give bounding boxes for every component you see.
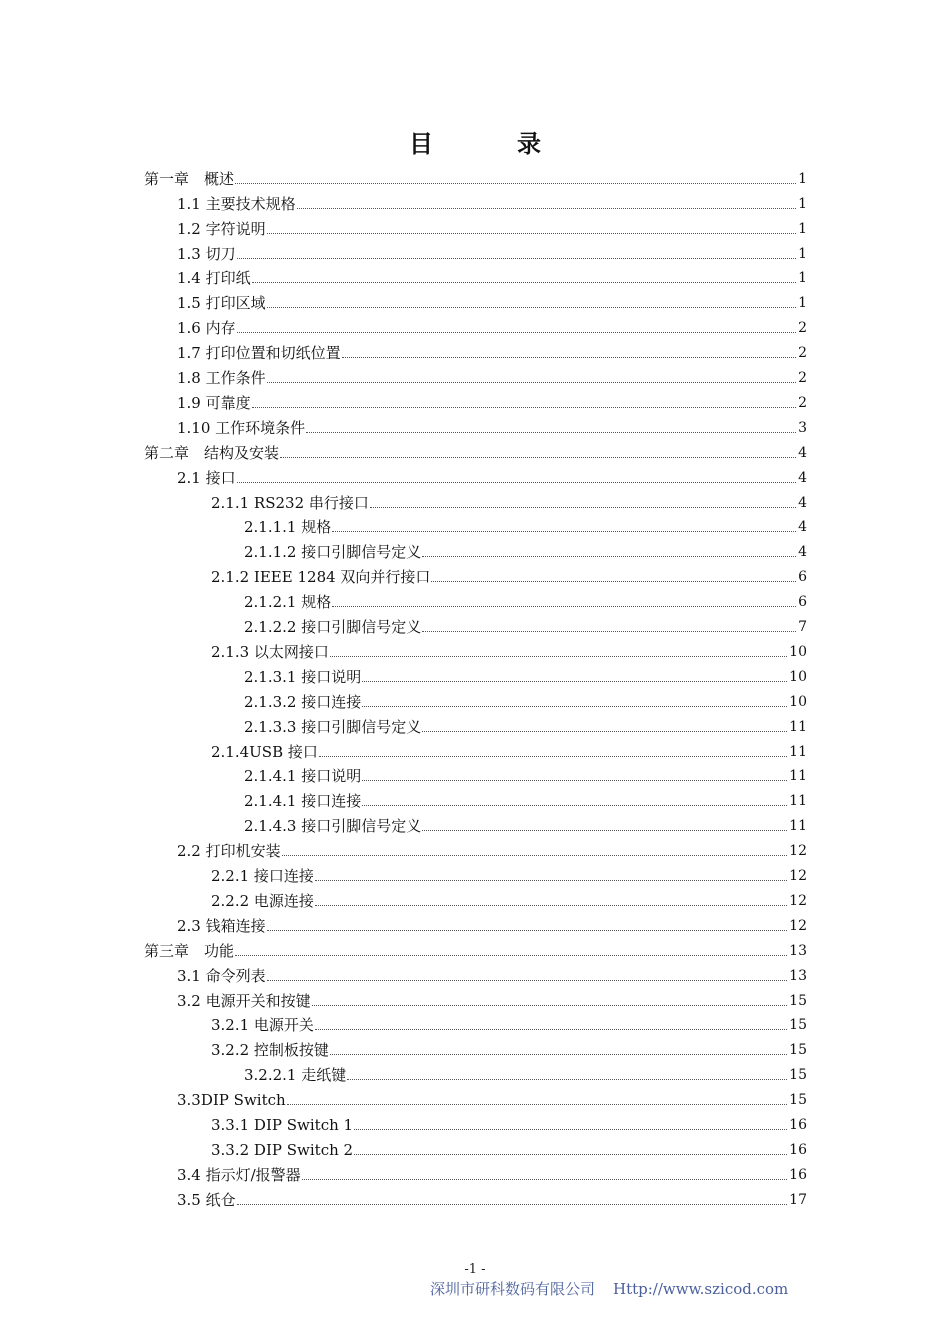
toc-entry-page: 1: [798, 295, 807, 312]
toc-entry[interactable]: [0, 338, 950, 363]
toc-entry-label: 2.1.2.2 接口引脚信号定义: [244, 618, 422, 637]
dot-leader: [422, 730, 787, 732]
toc-entry[interactable]: [0, 164, 950, 189]
toc-entry-label: 1.8 工作条件: [177, 369, 266, 388]
dot-leader: [332, 605, 796, 607]
toc-entry-label: 2.1.2 IEEE 1284 双向并行接口: [211, 568, 431, 587]
toc-entry[interactable]: [0, 438, 950, 463]
dot-leader: [235, 182, 796, 184]
toc-entry-label: 2.1.3 以太网接口: [211, 642, 329, 661]
toc-entry[interactable]: [0, 513, 950, 538]
toc-entry-label: 2.1.1.2 接口引脚信号定义: [244, 543, 422, 562]
toc-entry-page: 15: [789, 1042, 807, 1059]
dot-leader: [237, 481, 796, 483]
dot-leader: [362, 779, 787, 781]
toc-entry[interactable]: [0, 1036, 950, 1061]
toc-entry-label: 1.9 可靠度: [177, 393, 251, 412]
dot-leader: [267, 979, 788, 981]
toc-entry[interactable]: [0, 836, 950, 861]
toc-entry-page: 4: [798, 444, 807, 461]
toc-entry-label: 3.5 纸仓: [177, 1190, 236, 1209]
dot-leader: [431, 580, 796, 582]
toc-entry-page: 7: [798, 619, 807, 636]
toc-entry[interactable]: [0, 737, 950, 762]
toc-entry-page: 15: [789, 1067, 807, 1084]
toc-entry-page: 2: [798, 394, 807, 411]
dot-leader: [267, 381, 796, 383]
toc-entry-page: 6: [798, 594, 807, 611]
dot-leader: [315, 904, 787, 906]
toc-entry[interactable]: [0, 289, 950, 314]
toc-entry[interactable]: [0, 811, 950, 836]
toc-entry-label: 3.2.1 电源开关: [211, 1016, 314, 1035]
toc-entry-page: 11: [789, 768, 807, 785]
dot-leader: [362, 804, 787, 806]
dot-leader: [422, 829, 787, 831]
dot-leader: [235, 954, 787, 956]
toc-entry-label: 第三章 功能: [144, 941, 235, 960]
toc-entry-label: 2.1.1.1 规格: [244, 518, 332, 537]
toc-entry-page: 10: [789, 668, 807, 685]
toc-entry-page: 11: [789, 818, 807, 835]
toc-entry-page: 12: [789, 843, 807, 860]
toc-entry-label: 2.2.1 接口连接: [211, 867, 314, 886]
toc-entry-page: 4: [798, 494, 807, 511]
toc-entry-label: 2.1.3.2 接口连接: [244, 692, 362, 711]
toc-entry-page: 1: [798, 245, 807, 262]
dot-leader: [347, 1078, 787, 1080]
dot-leader: [280, 456, 796, 458]
toc-entry[interactable]: [0, 712, 950, 737]
toc-entry-page: 17: [789, 1191, 807, 1208]
dot-leader: [315, 1028, 787, 1030]
dot-leader: [330, 655, 787, 657]
toc-entry-page: 4: [798, 544, 807, 561]
toc-entry-label: 3.2.2.1 走纸键: [244, 1066, 347, 1085]
toc-entry-label: 2.2 打印机安装: [177, 842, 281, 861]
dot-leader: [315, 879, 787, 881]
toc-entry-label: 2.1.2.1 规格: [244, 593, 332, 612]
dot-leader: [332, 530, 796, 532]
toc-entry-label: 2.1.4.1 接口说明: [244, 767, 362, 786]
toc-entry-label: 1.7 打印位置和切纸位置: [177, 344, 341, 363]
toc-entry-label: 1.4 打印纸: [177, 269, 251, 288]
toc-entry-label: 3.1 命令列表: [177, 966, 266, 985]
toc-entry-page: 10: [789, 693, 807, 710]
dot-leader: [354, 1153, 787, 1155]
toc-entry-page: 2: [798, 320, 807, 337]
dot-leader: [237, 1203, 788, 1205]
toc-entry-page: 1: [798, 220, 807, 237]
toc-entry-label: 3.4 指示灯/报警器: [177, 1165, 301, 1184]
toc-entry-page: 1: [798, 195, 807, 212]
toc-entry[interactable]: [0, 214, 950, 239]
toc-entry[interactable]: [0, 961, 950, 986]
toc-entry-label: 3.3DIP Switch: [177, 1091, 286, 1110]
dot-leader: [362, 680, 787, 682]
toc-entry[interactable]: [0, 488, 950, 513]
toc-entry-label: 3.3.2 DIP Switch 2: [211, 1140, 354, 1159]
toc-entry-label: 1.2 字符说明: [177, 219, 266, 238]
dot-leader: [354, 1128, 787, 1130]
toc-entry-page: 13: [789, 942, 807, 959]
toc-entry[interactable]: [0, 1160, 950, 1185]
toc-entry[interactable]: [0, 936, 950, 961]
toc-entry-label: 2.1.4.3 接口引脚信号定义: [244, 817, 422, 836]
toc-entry-label: 第二章 结构及安装: [144, 443, 280, 462]
toc-entry-label: 2.3 钱箱连接: [177, 916, 266, 935]
toc-entry-page: 1: [798, 170, 807, 187]
toc-entry[interactable]: [0, 1060, 950, 1085]
dot-leader: [267, 306, 796, 308]
page-footer: [430, 1278, 788, 1299]
toc-entry-label: 1.1 主要技术规格: [177, 194, 296, 213]
toc-entry-label: 第一章 概述: [144, 169, 235, 188]
dot-leader: [319, 755, 787, 757]
toc-entry-page: 1: [798, 270, 807, 287]
toc-entry[interactable]: [0, 587, 950, 612]
toc-entry-page: 11: [789, 743, 807, 760]
toc-entry[interactable]: [0, 562, 950, 587]
toc-entry-label: 1.5 打印区域: [177, 294, 266, 313]
toc-entry[interactable]: [0, 363, 950, 388]
toc-entry[interactable]: [0, 313, 950, 338]
toc-entry-label: 3.2 电源开关和按键: [177, 991, 311, 1010]
toc-entry[interactable]: [0, 388, 950, 413]
toc-entry-label: 2.1 接口: [177, 468, 236, 487]
toc-entry[interactable]: [0, 662, 950, 687]
dot-leader: [422, 630, 796, 632]
page-number: -1 -: [464, 1262, 486, 1277]
dot-leader: [370, 506, 796, 508]
toc-entry[interactable]: [0, 637, 950, 662]
dot-leader: [252, 281, 796, 283]
toc-entry-label: 2.1.1 RS232 串行接口: [211, 493, 369, 512]
toc-entry-label: 3.2.2 控制板按键: [211, 1041, 329, 1060]
toc-entry-page: 13: [789, 967, 807, 984]
dot-leader: [422, 555, 796, 557]
toc-entry-label: 1.10 工作环境条件: [177, 418, 306, 437]
toc-entry[interactable]: [0, 911, 950, 936]
dot-leader: [306, 431, 796, 433]
dot-leader: [287, 1103, 788, 1105]
toc-entry-label: 2.1.3.1 接口说明: [244, 667, 362, 686]
toc-entry-page: 15: [789, 1017, 807, 1034]
dot-leader: [267, 929, 788, 931]
toc-entry[interactable]: [0, 1110, 950, 1135]
toc-entry-page: 16: [789, 1166, 807, 1183]
toc-title: 目 录: [409, 130, 571, 158]
dot-leader: [297, 207, 796, 209]
toc-entry-page: 11: [789, 718, 807, 735]
toc-entry-label: 2.1.4USB 接口: [211, 742, 318, 761]
dot-leader: [252, 406, 796, 408]
toc-entry[interactable]: [0, 1185, 950, 1210]
toc-entry-page: 12: [789, 917, 807, 934]
dot-leader: [282, 854, 788, 856]
toc-entry[interactable]: [0, 1011, 950, 1036]
footer-url[interactable]: Http://www.szicod.com: [613, 1280, 789, 1298]
toc-entry-page: 12: [789, 868, 807, 885]
toc-entry-page: 2: [798, 370, 807, 387]
dot-leader: [302, 1178, 787, 1180]
dot-leader: [362, 705, 787, 707]
toc-entry-label: 1.6 内存: [177, 319, 236, 338]
toc-entry-page: 3: [798, 419, 807, 436]
dot-leader: [237, 257, 796, 259]
dot-leader: [342, 356, 796, 358]
toc-entry-page: 4: [798, 469, 807, 486]
dot-leader: [312, 1004, 788, 1006]
toc-entry[interactable]: [0, 463, 950, 488]
toc-entry[interactable]: [0, 1135, 950, 1160]
toc-entry-page: 11: [789, 793, 807, 810]
toc-entry-page: 16: [789, 1141, 807, 1158]
toc-entry[interactable]: [0, 612, 950, 637]
toc-entry[interactable]: [0, 886, 950, 911]
toc-entry-label: 2.1.4.1 接口连接: [244, 792, 362, 811]
toc-entry-label: 3.3.1 DIP Switch 1: [211, 1116, 354, 1135]
toc-entry-page: 6: [798, 569, 807, 586]
toc-entry[interactable]: [0, 861, 950, 886]
toc-entry-page: 16: [789, 1117, 807, 1134]
toc-entry[interactable]: [0, 986, 950, 1011]
toc-entry[interactable]: [0, 1085, 950, 1110]
toc-entry-page: 15: [789, 1092, 807, 1109]
toc-entry[interactable]: [0, 189, 950, 214]
toc-entry-label: 2.1.3.3 接口引脚信号定义: [244, 717, 422, 736]
toc-entry[interactable]: [0, 264, 950, 289]
dot-leader: [330, 1053, 787, 1055]
toc-entry-label: 1.3 切刀: [177, 244, 236, 263]
toc-entry-page: 10: [789, 643, 807, 660]
toc-entry-page: 2: [798, 345, 807, 362]
toc-entry-label: 2.2.2 电源连接: [211, 891, 314, 910]
toc-entry[interactable]: [0, 687, 950, 712]
dot-leader: [237, 331, 796, 333]
toc-entry-page: 12: [789, 892, 807, 909]
toc-entry[interactable]: [0, 413, 950, 438]
toc-entry-page: 15: [789, 992, 807, 1009]
footer-company: 深圳市研科数码有限公司: [430, 1280, 596, 1298]
toc-entry[interactable]: [0, 538, 950, 563]
dot-leader: [267, 232, 796, 234]
toc-entry[interactable]: [0, 239, 950, 264]
toc-entry[interactable]: [0, 762, 950, 787]
toc-entry-page: 4: [798, 519, 807, 536]
toc-entry[interactable]: [0, 787, 950, 812]
